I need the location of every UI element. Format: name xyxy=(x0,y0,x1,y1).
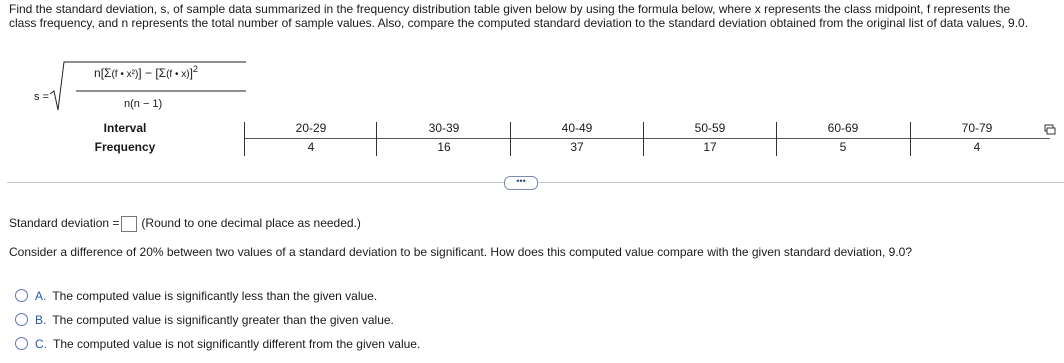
option-b-text: The computed value is significantly greater than the given value. xyxy=(52,313,394,327)
formula-lhs: s = xyxy=(34,91,49,103)
interval-cell: 30-39 xyxy=(428,121,460,135)
answer-row xyxy=(9,216,361,232)
formula-sum1-body: (f • x²) xyxy=(111,69,139,80)
interval-cell: 20-29 xyxy=(295,121,327,135)
frequency-cell: 16 xyxy=(437,140,451,154)
formula-minus: − xyxy=(141,66,156,80)
formula-sum1-open: [Σ xyxy=(100,66,112,80)
frequency-cell: 17 xyxy=(703,140,717,154)
option-c-letter: C. xyxy=(35,337,47,351)
standard-deviation-formula xyxy=(34,60,244,110)
option-a-text: The computed value is significantly less than the given value. xyxy=(52,289,378,303)
standard-deviation-input[interactable] xyxy=(121,216,137,232)
rounding-hint: (Round to one decimal place as needed.) xyxy=(141,216,361,231)
interval-cell: 60-69 xyxy=(827,121,859,135)
option-a[interactable] xyxy=(15,289,377,303)
problem-statement: Find the standard deviation, s, of sample data summarized in the frequency distribution table given below by using the formula below, where x represents the class midpoint, f represents the class frequency, and n represents the total number of sample values. Also, compare the computed standard deviation to the standard deviation obtained from the original list of data values, 9.0. xyxy=(9,2,1029,30)
interval-cell: 40-49 xyxy=(561,121,593,135)
frequency-table xyxy=(0,118,1064,160)
frequency-row-label: Frequency xyxy=(94,140,156,154)
formula-bracket-close: ] xyxy=(138,66,142,80)
radio-option-a[interactable] xyxy=(15,289,28,302)
option-b-letter: B. xyxy=(35,313,47,327)
radio-option-c[interactable] xyxy=(15,337,28,350)
option-c[interactable] xyxy=(15,337,420,351)
frequency-cell: 37 xyxy=(570,140,584,154)
option-c-text: The computed value is not significantly different from the given value. xyxy=(53,337,421,351)
interval-row-label: Interval xyxy=(103,121,147,135)
answer-label: Standard deviation = xyxy=(9,216,120,231)
formula-exponent: 2 xyxy=(192,64,198,74)
option-a-letter: A. xyxy=(35,289,47,303)
frequency-cell: 4 xyxy=(973,140,981,154)
comparison-question: Consider a difference of 20% between two values of a standard deviation to be significant. How does this computed value compare with the given standard deviation, 9.0? xyxy=(9,245,912,259)
formula-n: n xyxy=(94,66,101,80)
copy-table-icon[interactable] xyxy=(1044,124,1056,136)
interval-cell: 50-59 xyxy=(694,121,726,135)
formula-sum2-open: [Σ xyxy=(155,66,167,80)
option-b[interactable] xyxy=(15,313,394,327)
interval-cell: 70-79 xyxy=(961,121,993,135)
formula-denominator: n(n − 1) xyxy=(124,98,163,110)
expand-more-button[interactable]: ••• xyxy=(504,176,538,190)
radio-option-b[interactable] xyxy=(15,313,28,326)
frequency-cell: 5 xyxy=(839,140,847,154)
table-divider xyxy=(244,138,1050,139)
formula-sum2-body: (f • x) xyxy=(166,69,190,80)
formula-numerator xyxy=(94,64,198,80)
frequency-cell: 4 xyxy=(307,140,315,154)
formula-bracket2-close: ] xyxy=(189,66,193,80)
